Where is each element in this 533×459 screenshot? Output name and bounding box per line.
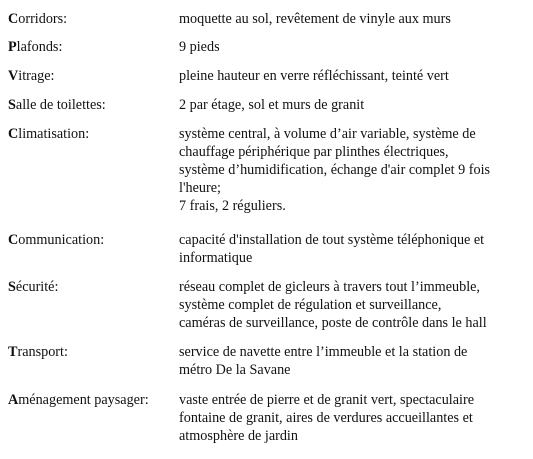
spec-label: [8, 10, 173, 28]
value-line: pleine hauteur en verre réfléchissant, teinté vert: [179, 68, 449, 84]
value-line: réseau complet de gicleurs à travers tout l’immeuble,: [179, 279, 480, 295]
value-line: 2 par étage, sol et murs de granit: [179, 97, 365, 113]
spec-value: [179, 231, 529, 267]
label-rest: ransport:: [17, 344, 68, 360]
value-line: informatique: [179, 250, 253, 266]
value-line: 9 pieds: [179, 39, 220, 55]
spec-label: [8, 343, 173, 361]
value-line: vaste entrée de pierre et de granit vert, spectaculaire: [179, 392, 475, 408]
value-line: système central, à volume d’air variable, système de: [179, 126, 476, 142]
spec-value: [179, 67, 529, 85]
label-initial: S: [8, 279, 16, 295]
label-initial: C: [8, 11, 19, 27]
label-initial: S: [8, 97, 16, 113]
value-line: système d’humidification, échange d'air complet 9 fois: [179, 162, 491, 178]
spec-value: [179, 38, 529, 56]
label-rest: limatisation:: [18, 126, 90, 142]
value-line: 7 frais, 2 réguliers.: [179, 198, 286, 214]
value-line: moquette au sol, revêtement de vinyle aux murs: [179, 11, 451, 27]
spec-value: [179, 96, 529, 114]
value-line: fontaine de granit, aires de verdures accueillantes et: [179, 410, 473, 426]
label-rest: ommunication:: [18, 232, 105, 248]
value-line: l'heure;: [179, 180, 221, 196]
spec-label: [8, 231, 173, 249]
label-initial: A: [8, 392, 19, 408]
value-line: caméras de surveillance, poste de contrôle dans le hall: [179, 315, 487, 331]
spec-value: [179, 10, 529, 28]
label-rest: lafonds:: [16, 39, 63, 55]
spec-label: [8, 96, 173, 114]
label-initial: C: [8, 232, 19, 248]
label-rest: itrage:: [18, 68, 55, 84]
spec-value: [179, 343, 529, 379]
value-line: capacité d'installation de tout système téléphonique et: [179, 232, 485, 248]
value-line: chauffage périphérique par plinthes électriques,: [179, 144, 449, 160]
spec-label: [8, 38, 173, 56]
label-rest: orridors:: [18, 11, 68, 27]
spec-label: [8, 391, 173, 409]
spec-value: [179, 391, 529, 445]
spec-value: [179, 278, 529, 332]
label-rest: alle de toilettes:: [15, 97, 106, 113]
value-line: métro De la Savane: [179, 362, 291, 378]
spec-label: [8, 125, 173, 143]
label-initial: P: [8, 39, 17, 55]
spec-label: [8, 278, 173, 296]
label-initial: T: [8, 344, 18, 360]
value-line: système complet de régulation et surveillance,: [179, 297, 442, 313]
value-line: atmosphère de jardin: [179, 428, 298, 444]
label-rest: ménagement paysager:: [18, 392, 149, 408]
value-line: service de navette entre l’immeuble et la station de: [179, 344, 468, 360]
label-initial: V: [8, 68, 19, 84]
label-initial: C: [8, 126, 19, 142]
spec-label: [8, 67, 173, 85]
spec-value: [179, 125, 529, 215]
label-rest: écurité:: [15, 279, 59, 295]
